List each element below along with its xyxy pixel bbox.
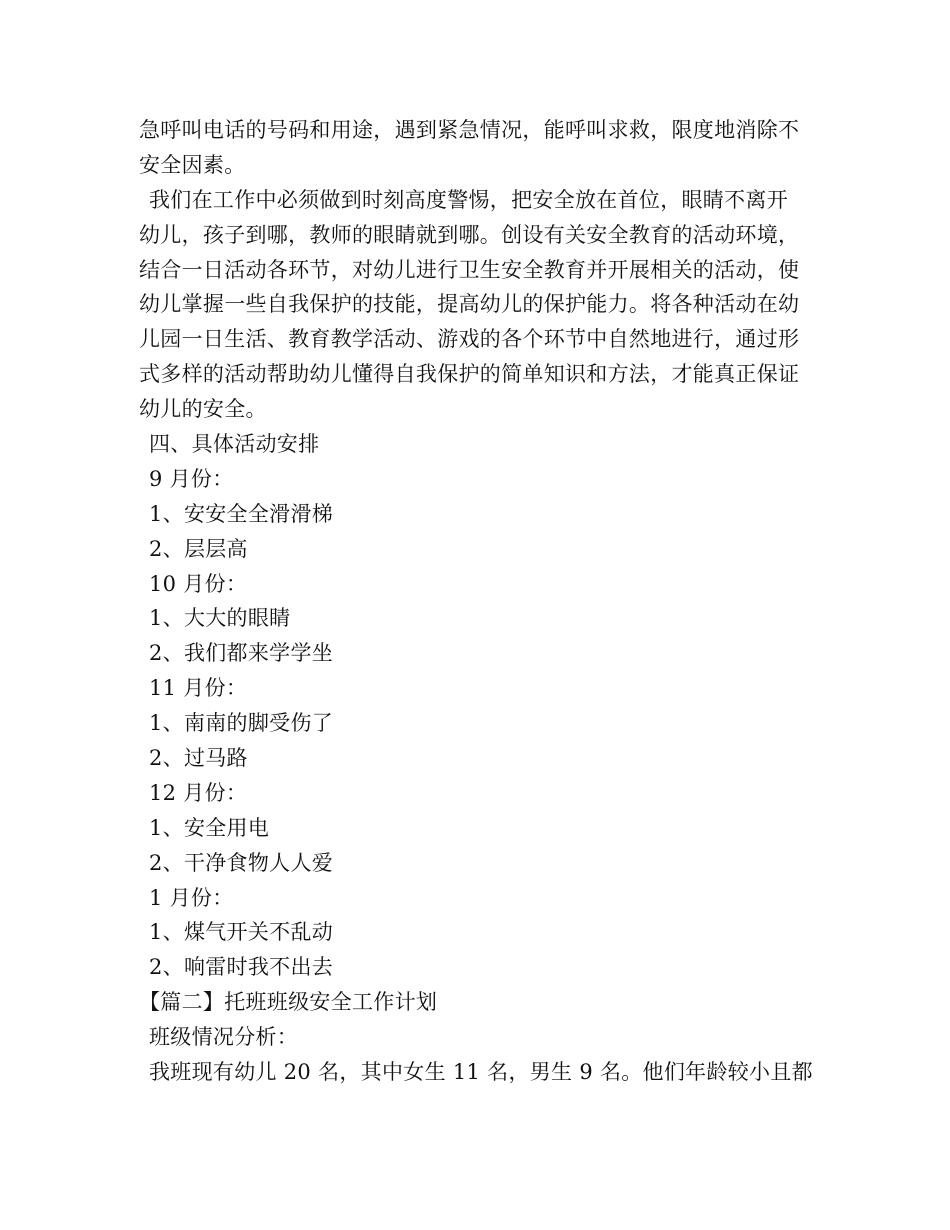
- list-item: 1、南南的脚受伤了: [149, 711, 334, 736]
- section-title: 【篇二】托班班级安全工作计划: [139, 990, 438, 1015]
- text-line: 幼儿的安全。: [139, 397, 267, 422]
- month-heading: 10 月份：: [149, 571, 248, 596]
- list-item: 2、响雷时我不出去: [149, 955, 334, 980]
- document-body: [139, 113, 829, 1090]
- list-item: 1、安全用电: [149, 815, 270, 840]
- list-item: 2、我们都来学学坐: [149, 641, 334, 666]
- subsection-heading: 班级情况分析：: [149, 1025, 299, 1050]
- list-item: 2、过马路: [149, 746, 248, 771]
- text-line: 结合一日活动各环节，对幼儿进行卫生安全教育并开展相关的活动，使: [139, 257, 800, 282]
- text-line: 幼儿，孩子到哪，教师的眼睛就到哪。创设有关安全教育的活动环境，: [139, 222, 800, 247]
- section-heading: 四、具体活动安排: [149, 432, 320, 457]
- month-heading: 12 月份：: [149, 780, 248, 805]
- list-item: 1、安安全全滑滑梯: [149, 501, 334, 526]
- text-line: 幼儿掌握一些自我保护的技能，提高幼儿的保护能力。将各种活动在幼: [139, 292, 800, 317]
- text-line: 我班现有幼儿 20 名，其中女生 11 名，男生 9 名。他们年龄较小且都: [149, 1060, 813, 1085]
- list-item: 1、大大的眼睛: [149, 606, 291, 631]
- text-line: 我们在工作中必须做到时刻高度警惕，把安全放在首位，眼睛不离开: [149, 187, 788, 212]
- text-line: 式多样的活动帮助幼儿懂得自我保护的简单知识和方法，才能真正保证: [139, 362, 800, 387]
- text-line: 儿园一日生活、教育教学活动、游戏的各个环节中自然地进行，通过形: [139, 327, 800, 352]
- text-line: 急呼叫电话的号码和用途，遇到紧急情况，能呼叫求救，限度地消除不: [139, 118, 800, 142]
- month-heading: 1 月份：: [149, 885, 234, 910]
- list-item: 2、干净食物人人爱: [149, 850, 334, 875]
- list-item: 1、煤气开关不乱动: [149, 920, 334, 945]
- list-item: 2、层层高: [149, 536, 248, 561]
- text-line: 安全因素。: [139, 152, 246, 177]
- month-heading: 11 月份：: [149, 676, 248, 701]
- month-heading: 9 月份：: [149, 466, 234, 491]
